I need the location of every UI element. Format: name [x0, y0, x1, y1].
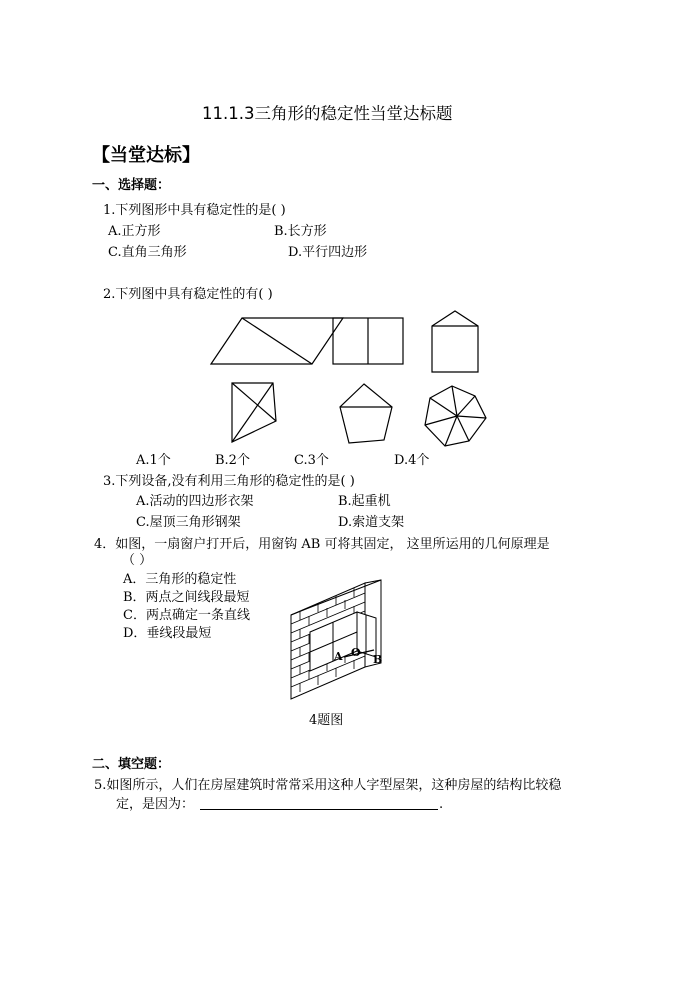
q4-paren: （ ） [122, 553, 153, 568]
q1-option-d: D.平行四边形 [288, 245, 368, 260]
label-b: B [373, 653, 383, 666]
q2-option-c: C.3个 [294, 453, 329, 468]
label-a: A [334, 650, 343, 663]
q5-end: . [439, 797, 444, 812]
q4-stem: 4．如图，一扇窗户打开后，用窗钩 AB 可将其固定， 这里所运用的几何原理是 [94, 537, 550, 552]
q2-option-b: B.2个 [215, 453, 250, 468]
q3-option-c: C.屋顶三角形钢架 [136, 515, 241, 530]
q3-stem: 3.下列设备,没有利用三角形的稳定性的是( ) [103, 474, 355, 489]
q3-option-a: A.活动的四边形衣架 [136, 494, 254, 509]
q2-option-a: A.1个 [136, 453, 171, 468]
q4-option-a: A．三角形的稳定性 [123, 572, 237, 587]
q5-answer-blank[interactable] [200, 809, 438, 810]
q2-option-d: D.4个 [394, 453, 430, 468]
heading: 【当堂达标】 [92, 145, 200, 166]
q3-option-d: D.索道支架 [338, 515, 405, 530]
page-title: 11.1.3三角形的稳定性当堂达标题 [202, 104, 453, 123]
q4-option-c: C．两点确定一条直线 [123, 608, 250, 623]
q5-line1: 5.如图所示，人们在房屋建筑时常常采用这种人字型屋架，这种房屋的结构比较稳 [94, 778, 562, 793]
q1-option-a: A.正方形 [108, 224, 161, 239]
q4-figure-caption: 4题图 [309, 713, 344, 728]
q1-option-b: B.长方形 [274, 224, 327, 239]
q1-option-c: C.直角三角形 [108, 245, 187, 260]
section-fill-title: 二、填空题： [92, 757, 171, 772]
q4-option-d: D．垂线段最短 [123, 626, 212, 641]
section-choice-title: 一、选择题： [92, 178, 171, 193]
q2-stem: 2.下列图中具有稳定性的有( ) [103, 287, 273, 302]
label-o: O [351, 646, 361, 659]
q3-option-b: B.起重机 [338, 494, 391, 509]
q5-line2: 定，是因为： [116, 797, 195, 812]
q4-option-b: B．两点之间线段最短 [123, 590, 250, 605]
q1-stem: 1.下列图形中具有稳定性的是( ) [103, 203, 286, 218]
